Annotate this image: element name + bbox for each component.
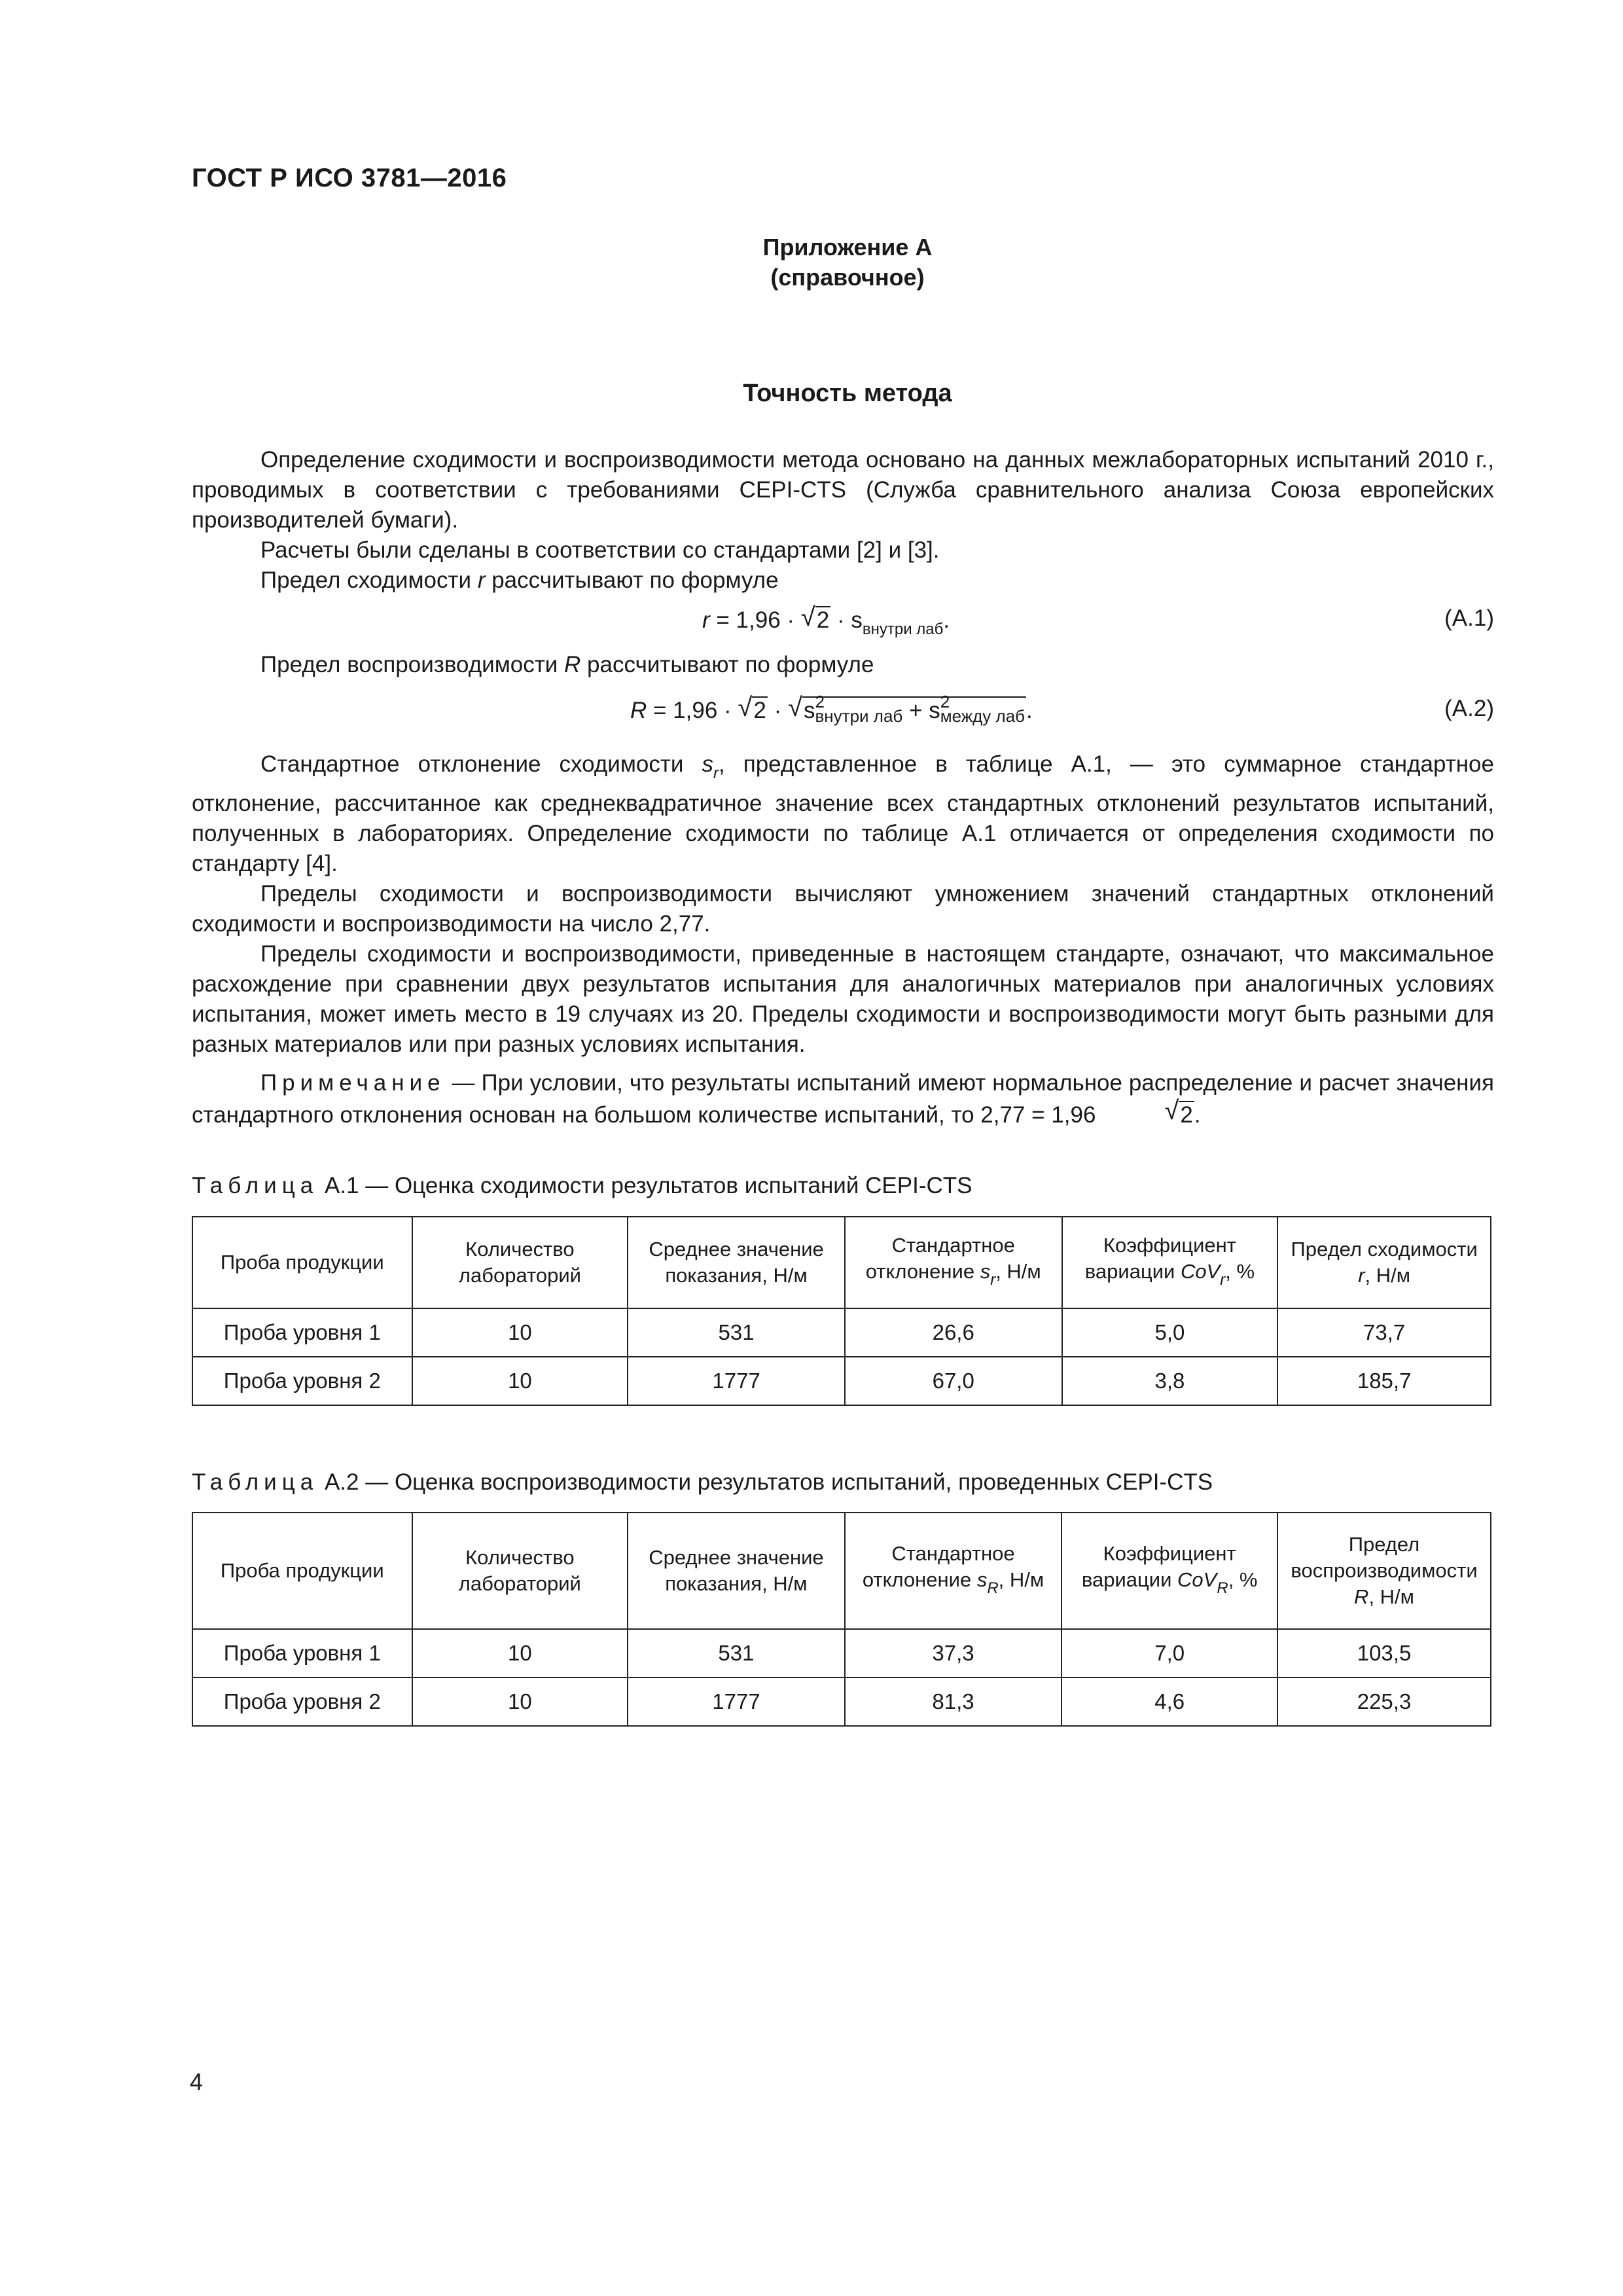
table-a1-caption: Таблица А.1 — Оценка сходимости результатов испытаний CEPI-CTS [192,1173,972,1198]
paragraph-2: Расчеты были сделаны в соответствии со стандартами [2] и [3]. [260,537,940,563]
discussion-text [192,749,1494,1060]
header-mean-value: Среднее значение показания, Н/м [628,1217,845,1308]
paragraph-1: Определение сходимости и воспроизводимости метода основано на данных межлабораторных испытаний 2010 г., проводимых в соответствии с требованиями CEPI-CTS (Служба сравнительного анализа Союза европейских производителей бумаги). [192,447,1494,533]
header-lab-count: Количество лабораторий [412,1217,628,1308]
table-row: Проба уровня 2 10 1777 81,3 4,6 225,3 [192,1677,1491,1726]
formula-a2-row [192,692,1494,735]
paragraph-6: Пределы сходимости и воспроизводимости вычисляют умножением значений стандартных отклонений сходимости и воспроизводимости на число 2,77. [192,881,1494,937]
formula-a2-number: (А.2) [1444,696,1494,721]
header-limit: Предел сходимости r, Н/м [1277,1217,1491,1308]
header-sample: Проба продукции [192,1513,412,1629]
table-row: Проба уровня 2 10 1777 67,0 3,8 185,7 [192,1357,1491,1405]
header-lab-count: Количество лабораторий [412,1513,628,1629]
paragraph-7: Пределы сходимости и воспроизводимости, приведенные в настоящем стандарте, означают, что максимальное расхождение при сравнении двух результатов испытания для аналогичных материалов при аналогичных условиях испытания, может иметь место в 19 случаях из 20. Пределы сходимости и воспроизводимости могут быть разными для разных материалов или при разных условиях испытания. [192,941,1494,1057]
formula-a1-row [192,605,1494,645]
table-header-row [192,1217,1491,1308]
header-limit: Предел воспроизводимости R, Н/м [1277,1513,1491,1629]
note: Примечание — При условии, что результаты испытаний имеют нормальное распределение и расчет значения стандартного отклонения основан на большом количестве испытаний, то 2,77 = 1,96 √ 2. [192,1068,1494,1130]
formula-a1: r = 1,96 · √ $2 \cdot s_{внутри лаб}$. [702,603,950,638]
header-mean-value: Среднее значение показания, Н/м [628,1513,845,1629]
formula-a1-number: (А.1) [1444,605,1494,631]
table-row: Проба уровня 1 10 531 37,3 7,0 103,5 [192,1629,1491,1677]
table-a2 [192,1512,1491,1727]
header-sample: Проба продукции [192,1217,412,1308]
sqrt-symbol: √ 2 [738,693,766,723]
table-a1 [192,1216,1491,1406]
table-a2-caption: Таблица А.2 — Оценка воспроизводимости результатов испытаний, проведенных CEPI-CTS [192,1469,1213,1495]
table-header-row [192,1513,1491,1629]
header-std-dev: Стандартное отклонение $s_r$, Н/м [845,1217,1062,1308]
header-coefficient: Коэффициент вариации CoV$_R$, % [1061,1513,1277,1629]
formula-a2: R = 1,96 · √ 2 · √ s 2 внутри лаб + s 2 между лаб. [630,692,1033,726]
appendix-title: Приложение А [762,234,933,260]
sqrt-symbol: √ 2 [800,603,830,633]
sqrt-symbol-large: √ s 2 внутри лаб + s 2 между лаб [787,692,1026,726]
paragraph-4: Предел воспроизводимости R рассчитывают по формуле [260,652,874,677]
standard-code-header: ГОСТ Р ИСО 3781—2016 [192,164,507,192]
paragraph-5: Стандартное отклонение сходимости $s_r$, представленное в таблице А.1, — это суммарное стандартное отклонение, рассчитанное как среднеквадратичное значение всех стандартных отклонений результатов испытаний, полученных в лабораториях. Определение сходимости по таблице А.1 отличается от определения сходимости по стандарту [4]. [192,751,1494,876]
appendix-subtitle: (справочное) [770,264,925,291]
paragraph-3: Предел сходимости r рассчитывают по формуле [260,567,779,593]
appendix-heading [0,232,1623,293]
paragraph-4-block [192,650,1494,680]
intro-text [192,445,1494,596]
note-block [192,1068,1494,1130]
header-std-dev: Стандартное отклонение $s_R$, Н/м [845,1513,1062,1629]
section-title: Точность метода [743,380,952,407]
sqrt-symbol: √ 2 [1164,1096,1193,1128]
header-coefficient: Коэффициент вариации CoV$_r$, % [1062,1217,1278,1308]
note-label: Примечание [260,1070,446,1096]
table-row: Проба уровня 1 10 531 26,6 5,0 73,7 [192,1308,1491,1357]
page-number: 4 [190,2068,204,2095]
